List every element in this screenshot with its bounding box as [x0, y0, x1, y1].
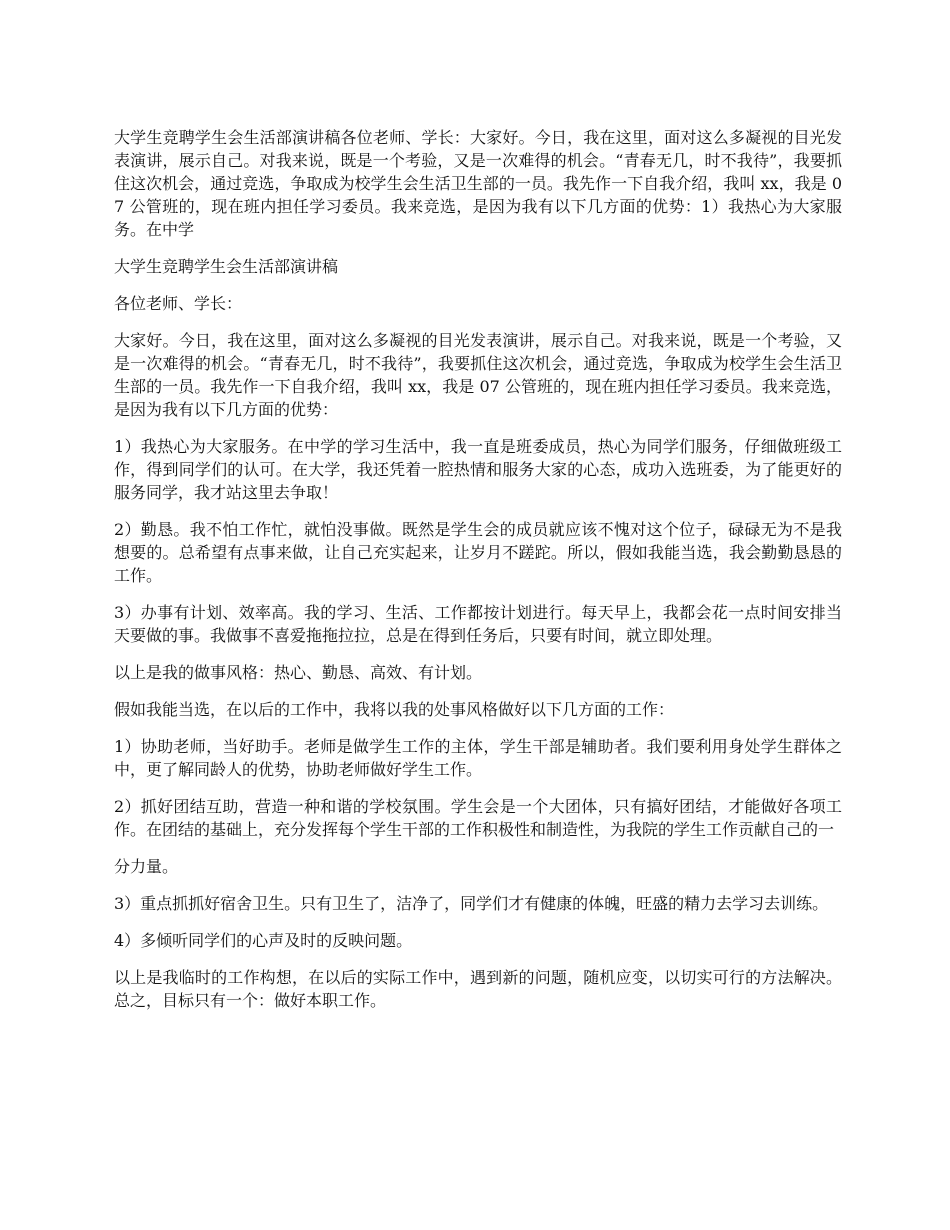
advantage-2-paragraph: 2）勤恳。我不怕工作忙，就怕没事做。既然是学生会的成员就应该不愧对这个位子，碌碌无为不是我想要的。总希望有点事来做，让自己充实起来，让岁月不蹉跎。所以，假如我能当选，我会勤勤恳恳的工作。 — [114, 520, 842, 585]
intro-paragraph: 大家好。今日，我在这里，面对这么多凝视的目光发表演讲，展示自己。对我来说，既是一个考验，又是一次难得的机会。“青春无几，时不我待”，我要抓住这次机会，通过竞选，争取成为校学生会生活卫生部的一员。我先作一下自我介绍，我叫 xx，我是 07 公管班的，现在班内担任学习委员。我来竞选，是因为我有以下几方面的优势： — [114, 331, 842, 419]
plan-2-continuation: 分力量。 — [114, 857, 179, 876]
style-summary-paragraph: 以上是我的做事风格：热心、勤恳、高效、有计划。 — [114, 663, 483, 682]
speech-title: 大学生竞聘学生会生活部演讲稿 — [114, 257, 339, 276]
plan-1-paragraph: 1）协助老师，当好助手。老师是做学生工作的主体，学生干部是辅助者。我们要利用身处学生群体之中，更了解同龄人的优势，协助老师做好学生工作。 — [114, 737, 842, 779]
plan-intro-paragraph: 假如我能当选，在以后的工作中，我将以我的处事风格做好以下几方面的工作： — [114, 700, 675, 719]
summary-paragraph: 大学生竞聘学生会生活部演讲稿各位老师、学长：大家好。今日，我在这里，面对这么多凝视的目光发表演讲，展示自己。对我来说，既是一个考验，又是一次难得的机会。“青春无几，时不我待”，我要抓住这次机会，通过竞选，争取成为校学生会生活卫生部的一员。我先作一下自我介绍，我叫 xx，我是 07 公管班的，现在班内担任学习委员。我来竞选，是因为我有以下几方面的优势：1）我热心为大家服务。在中学 — [114, 128, 842, 239]
salutation: 各位老师、学长： — [114, 294, 243, 313]
advantage-3-paragraph: 3）办事有计划、效率高。我的学习、生活、工作都按计划进行。每天早上，我都会花一点时间安排当天要做的事。我做事不喜爱拖拖拉拉，总是在得到任务后，只要有时间，就立即处理。 — [114, 603, 842, 645]
plan-2-paragraph: 2）抓好团结互助，营造一种和谐的学校氛围。学生会是一个大团体，只有搞好团结，才能做好各项工作。在团结的基础上，充分发挥每个学生干部的工作积极性和制造性，为我院的学生工作贡献自己的一 — [114, 797, 842, 839]
plan-4-paragraph: 4）多倾听同学们的心声及时的反映问题。 — [114, 931, 413, 950]
advantage-1-paragraph: 1）我热心为大家服务。在中学的学习生活中，我一直是班委成员，热心为同学们服务，仔细做班级工作，得到同学们的认可。在大学，我还凭着一腔热情和服务大家的心态，成功入选班委，为了能更好的服务同学，我才站这里去争取！ — [114, 437, 842, 502]
plan-3-paragraph: 3）重点抓抓好宿舍卫生。只有卫生了，洁净了，同学们才有健康的体魄，旺盛的精力去学习去训练。 — [114, 894, 829, 913]
closing-paragraph: 以上是我临时的工作构想，在以后的实际工作中，遇到新的问题，随机应变，以切实可行的方法解决。总之，目标只有一个：做好本职工作。 — [114, 968, 842, 1010]
document-body — [114, 126, 842, 1026]
